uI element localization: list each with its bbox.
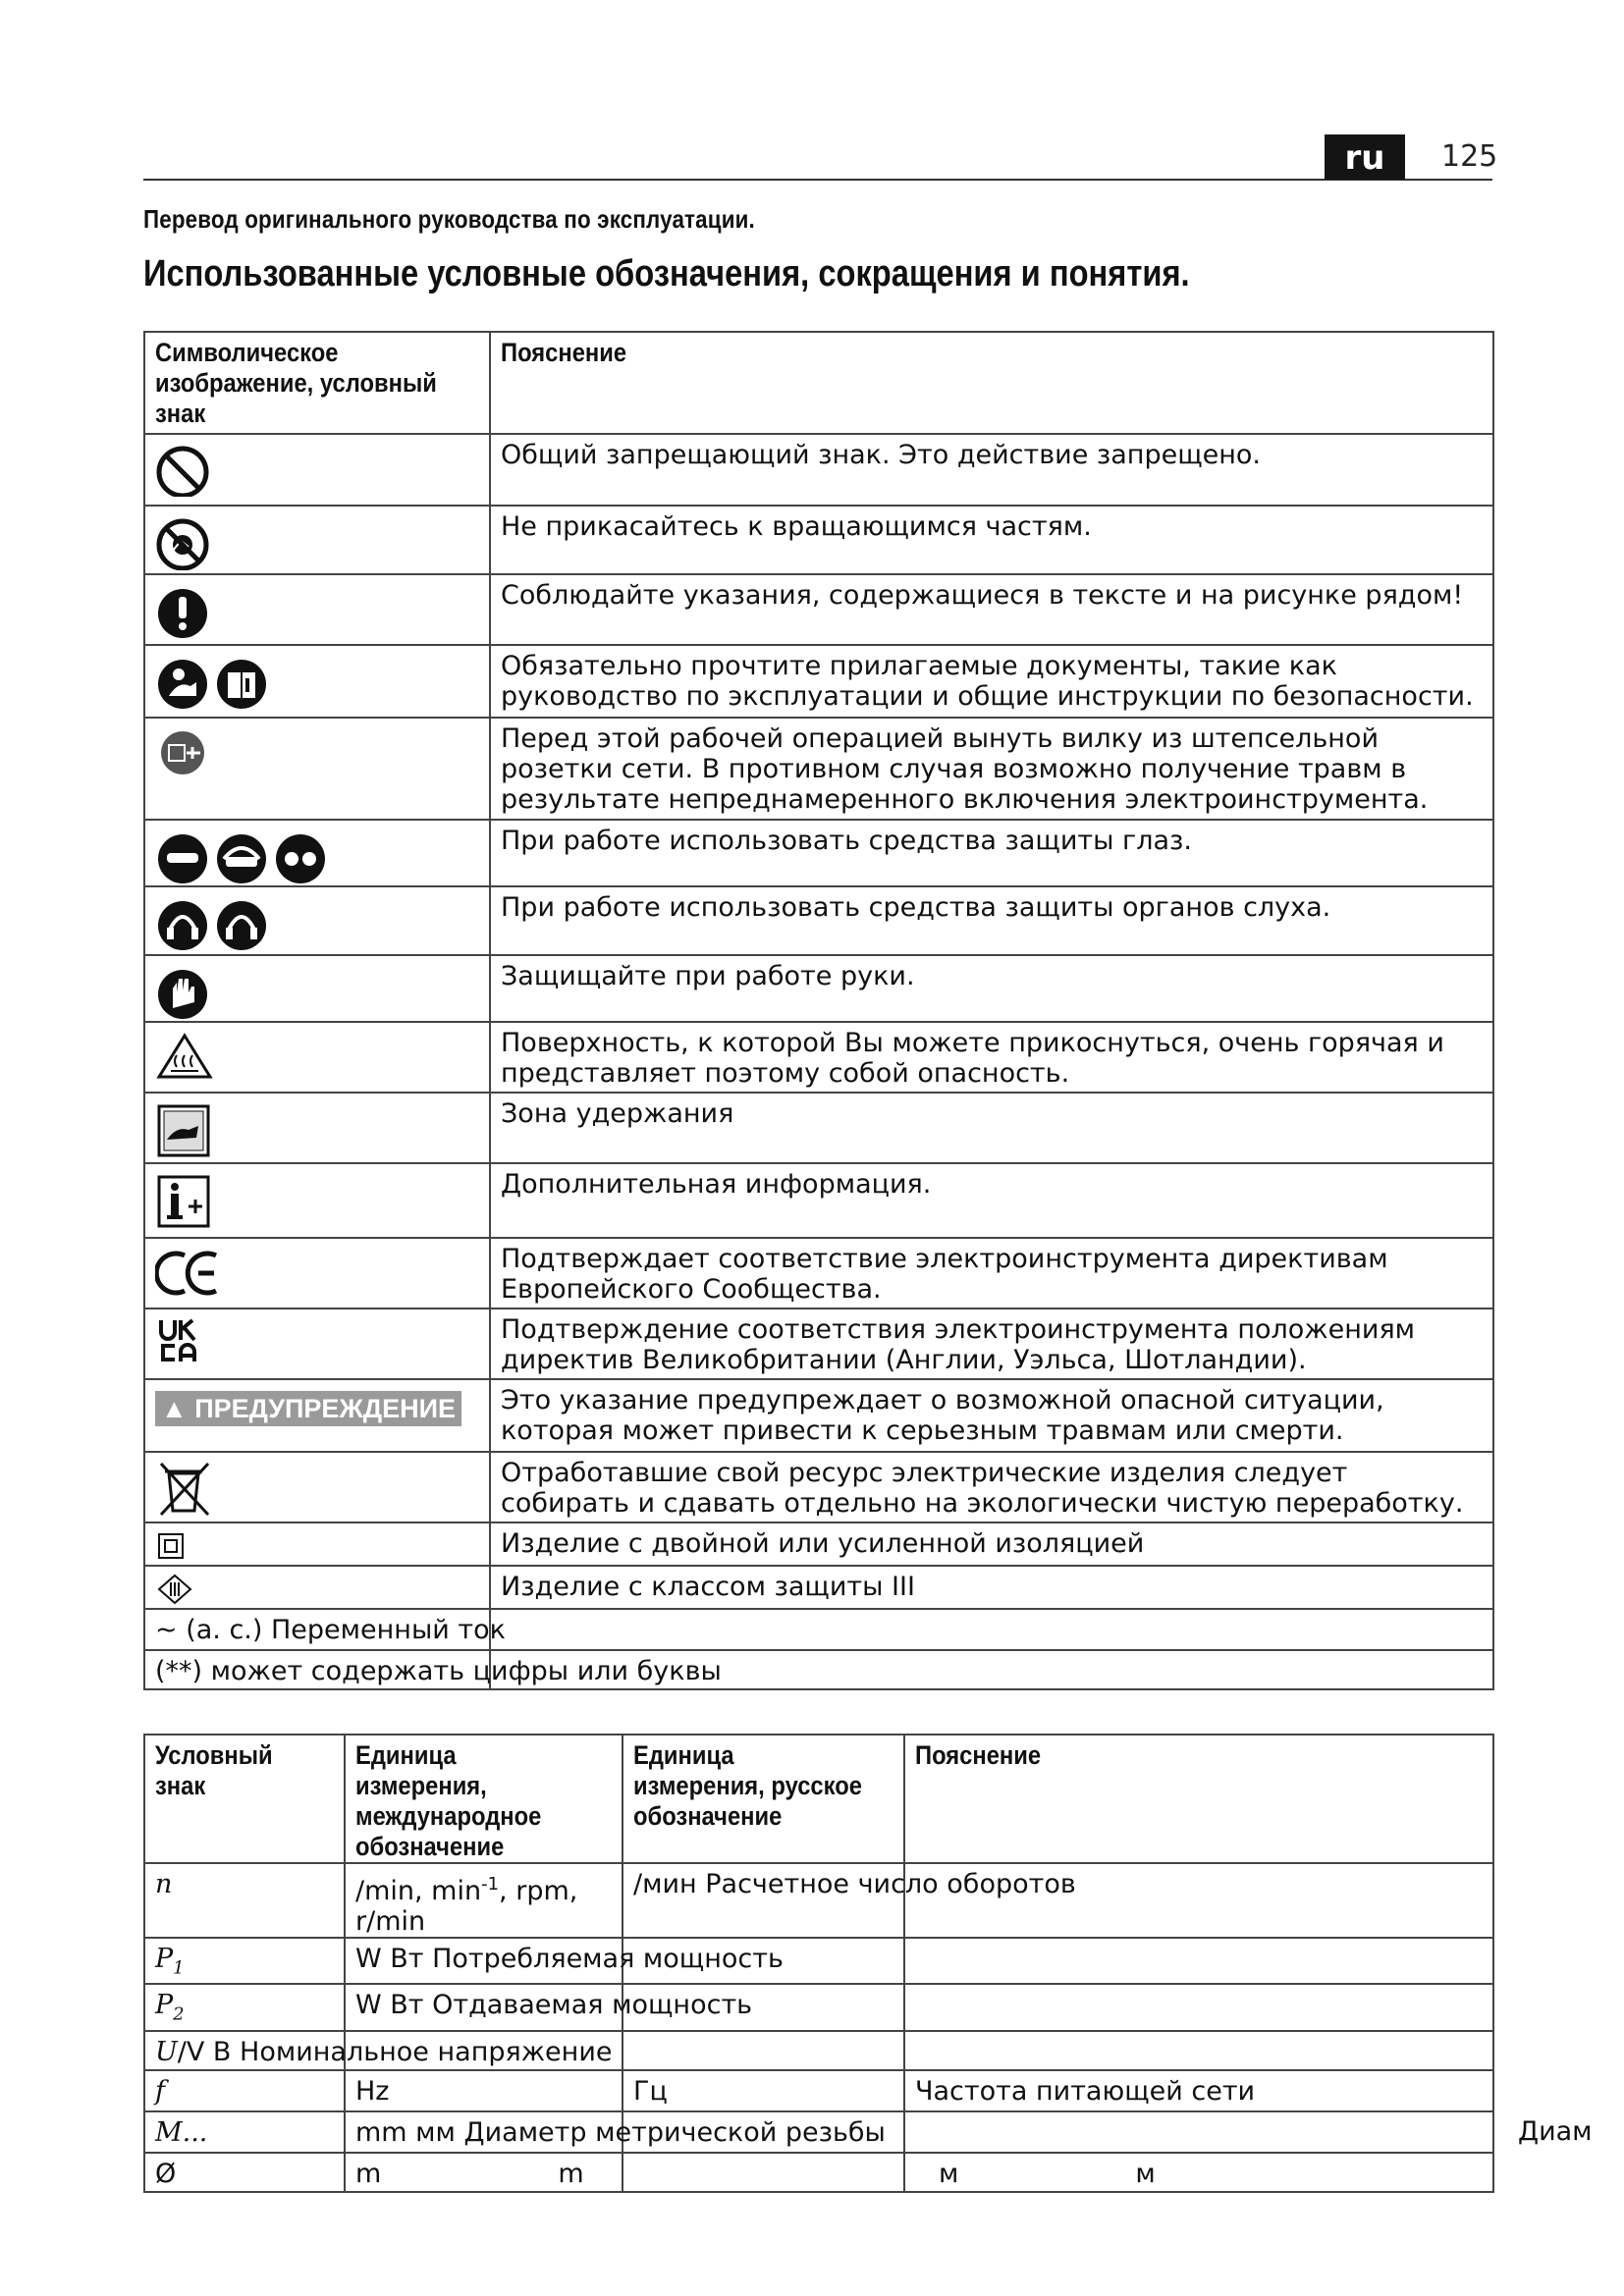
table-row bbox=[144, 2031, 1493, 2070]
table-row bbox=[144, 2111, 1493, 2153]
table-row bbox=[144, 1609, 1493, 1650]
unplug-icon bbox=[155, 723, 214, 778]
units-table bbox=[143, 1734, 1494, 2193]
row-text: Общий запрещающий знак. Это действие запрещено. bbox=[490, 434, 1493, 506]
warning-label-icon: ▲ ПРЕДУПРЕЖДЕНИЕ bbox=[155, 1391, 461, 1426]
table-row bbox=[144, 1566, 1493, 1609]
weee-bin-icon bbox=[155, 1458, 214, 1519]
table-row bbox=[144, 1984, 1493, 2030]
row-text: Изделие с классом защиты III bbox=[490, 1566, 1493, 1609]
row-text: Зона удержания bbox=[490, 1093, 1493, 1163]
unit-row-text: W Вт Потребляемая мощность bbox=[355, 1944, 784, 1974]
table-row bbox=[144, 2153, 1493, 2192]
unit-row-text: U/V В Номинальное напряжение bbox=[155, 2036, 613, 2067]
symbols-table bbox=[143, 331, 1494, 1690]
row-text: Защищайте при работе руки. bbox=[490, 955, 1493, 1022]
language-tag: ru bbox=[1325, 134, 1405, 180]
no-touch-rotating-parts-icon bbox=[155, 511, 214, 570]
unit-symbol: n bbox=[144, 1863, 345, 1938]
table-row bbox=[144, 574, 1493, 645]
table-row bbox=[144, 1238, 1493, 1308]
grip-zone-icon bbox=[155, 1098, 214, 1159]
ear-protection-icon bbox=[155, 892, 283, 951]
unit-symbol: f bbox=[144, 2070, 345, 2111]
ukca-mark-icon bbox=[155, 1314, 214, 1369]
table-row bbox=[144, 645, 1493, 718]
row-text: Подтверждает соответствие электроинструмента директивам Европейского Сообщества. bbox=[490, 1238, 1493, 1308]
header-rule bbox=[143, 179, 1492, 181]
table-row bbox=[144, 718, 1493, 820]
row-text: Подтверждение соответствия электроинструмента положениям директив Великобритании (Англии, Уэльса, Шотландии). bbox=[490, 1308, 1493, 1379]
table-row bbox=[144, 1650, 1493, 1689]
row-text: Соблюдайте указания, содержащиеся в тексте и на рисунке рядом! bbox=[490, 574, 1493, 645]
read-manual-icon bbox=[155, 651, 283, 710]
units-header-intl: Единица измерения, международное обозначение bbox=[345, 1735, 623, 1863]
table-row bbox=[144, 1093, 1493, 1163]
table-row bbox=[144, 1863, 1493, 1938]
row-text: Изделие с двойной или усиленной изоляцией bbox=[490, 1522, 1493, 1566]
table-row bbox=[144, 1452, 1493, 1522]
ce-mark-icon bbox=[155, 1244, 224, 1299]
page-number: 125 bbox=[1441, 139, 1498, 174]
row-text: Отработавшие свой ресурс электрические изделия следует собирать и сдавать отдельно на экологически чистую переработку. bbox=[490, 1452, 1493, 1522]
table-header-row bbox=[144, 1735, 1493, 1863]
table-row bbox=[144, 1938, 1493, 1984]
row-text: Обязательно прочтите прилагаемые документы, такие как руководство по эксплуатации и общие инструкции по безопасности. bbox=[490, 645, 1493, 718]
unit-intl-b: m bbox=[558, 2158, 584, 2189]
unit-ru: Гц bbox=[623, 2070, 904, 2111]
prohibition-icon bbox=[155, 440, 214, 497]
unit-symbol: M... bbox=[144, 2111, 345, 2153]
overflow-text: Диам bbox=[1518, 2116, 1593, 2147]
unit-intl-a: m bbox=[355, 2158, 382, 2189]
page-title: Использованные условные обозначения, сокращения и понятия. bbox=[143, 253, 1190, 294]
table-row bbox=[144, 2070, 1493, 2111]
row-text: Перед этой рабочей операцией вынуть вилку из штепсельной розетки сети. В противном случая возможно получение травм в результате непреднамеренного включения электроинструмента. bbox=[490, 718, 1493, 820]
row-text: Не прикасайтесь к вращающимся частям. bbox=[490, 506, 1493, 574]
unit-symbol: $P_2$ bbox=[144, 1984, 345, 2030]
units-header-symbol: Условный знак bbox=[144, 1735, 345, 1863]
row-text: Поверхность, к которой Вы можете прикоснуться, очень горячая и представляет поэтому собой опасность. bbox=[490, 1022, 1493, 1093]
unit-ru: /мин Расчетное число оборотов bbox=[633, 1869, 1076, 1899]
unit-symbol: Ø bbox=[144, 2153, 345, 2192]
row-text: При работе использовать средства защиты органов слуха. bbox=[490, 886, 1493, 955]
subtitle: Перевод оригинального руководства по эксплуатации. bbox=[143, 204, 755, 234]
eye-protection-icon bbox=[155, 826, 342, 884]
table-row bbox=[144, 1308, 1493, 1379]
table-row bbox=[144, 820, 1493, 886]
table-row bbox=[144, 1163, 1493, 1238]
double-insulation-icon bbox=[155, 1528, 194, 1562]
attention-exclamation-icon bbox=[155, 580, 214, 639]
unit-explanation: Частота питающей сети bbox=[904, 2070, 1493, 2111]
row-text: Дополнительная информация. bbox=[490, 1163, 1493, 1238]
row-text: Это указание предупреждает о возможной опасной ситуации, которая может привести к серьезным травмам или смерти. bbox=[490, 1379, 1493, 1452]
hand-protection-icon bbox=[155, 961, 214, 1020]
table-row bbox=[144, 1379, 1493, 1452]
unit-row-text: mm мм Диаметр метрической резьбы bbox=[355, 2116, 886, 2148]
table-row bbox=[144, 434, 1493, 506]
units-header-ru: Единица измерения, русское обозначение bbox=[623, 1735, 904, 1863]
explanation-column-header: Пояснение bbox=[490, 332, 1493, 434]
table-header-row bbox=[144, 332, 1493, 434]
unit-intl: Hz bbox=[345, 2070, 623, 2111]
warning-label-text: ПРЕДУПРЕЖДЕНИЕ bbox=[194, 1394, 457, 1423]
info-plus-icon bbox=[155, 1169, 214, 1232]
row-text: При работе использовать средства защиты глаз. bbox=[490, 820, 1493, 886]
unit-intl: /min, $\min^{-1}$, rpm, r/min bbox=[345, 1863, 623, 1938]
unit-ru-b: м bbox=[1135, 2158, 1156, 2189]
unit-row-text: W Вт Отдаваемая мощность bbox=[355, 1990, 753, 2021]
protection-class-iii-icon bbox=[155, 1572, 198, 1605]
table-row bbox=[144, 1022, 1493, 1093]
hot-surface-icon bbox=[155, 1028, 216, 1083]
symbol-column-header: Символическое изображение, условный знак bbox=[144, 332, 490, 434]
units-header-explanation: Пояснение bbox=[904, 1735, 1493, 1863]
table-row bbox=[144, 1522, 1493, 1566]
table-row bbox=[144, 886, 1493, 955]
unit-symbol: $P_1$ bbox=[144, 1938, 345, 1984]
table-row bbox=[144, 955, 1493, 1022]
note-row-text: (**) может содержать цифры или буквы bbox=[155, 1656, 722, 1686]
ac-row-text: ~ (a. c.) Переменный ток bbox=[155, 1615, 506, 1645]
unit-ru-a: м bbox=[939, 2158, 959, 2189]
table-row bbox=[144, 506, 1493, 574]
